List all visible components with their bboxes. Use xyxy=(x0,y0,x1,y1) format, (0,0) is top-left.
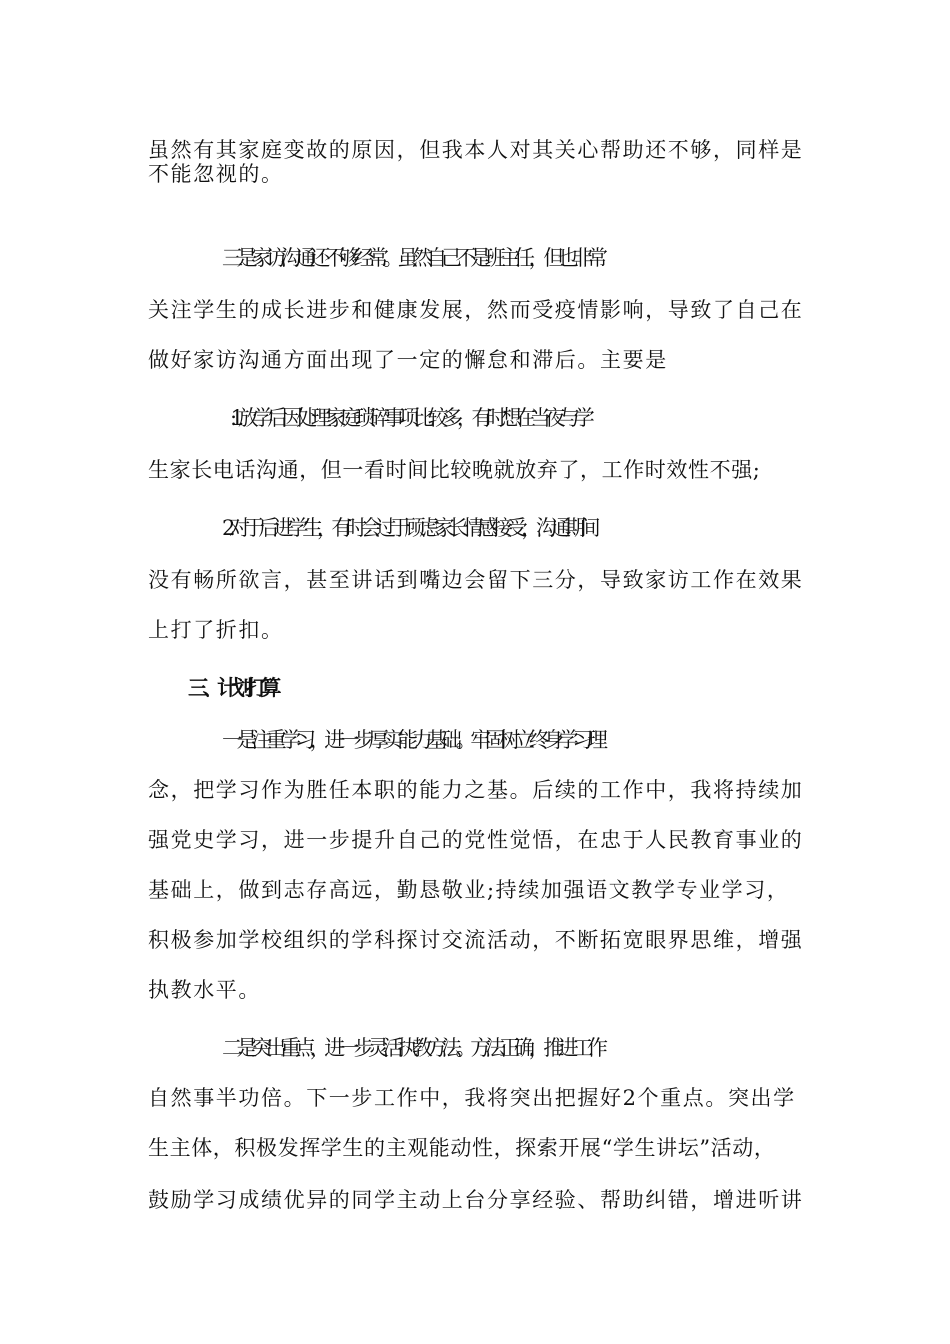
paragraph-line: 一是注重学习，进一步厚实能力基础。牢固树立终身学习理 xyxy=(222,728,602,752)
paragraph-line: 基础上，做到志存高远，勤恳敬业;持续加强语文教学专业学习， xyxy=(148,878,790,902)
paragraph-line: 念，把学习作为胜任本职的能力之基。后续的工作中，我将持续加 xyxy=(148,778,804,802)
paragraph-line: 虽然有其家庭变故的原因，但我本人对其关心帮助还不够，同样是 xyxy=(148,138,804,162)
paragraph-line: 不能忽视的。 xyxy=(148,162,284,186)
paragraph-line: 三是家访沟通还不够经常。虽然自己不是班主任，但也非常 xyxy=(222,246,602,270)
paragraph-line: 鼓励学习成绩优异的同学主动上台分享经验、帮助纠错，增进听讲 xyxy=(148,1188,804,1212)
paragraph-line: 没有畅所欲言，甚至讲话到嘴边会留下三分，导致家访工作在效果 xyxy=(148,568,804,592)
paragraph-line: 上打了折扣。 xyxy=(148,618,284,642)
paragraph-line: 2.对于后进学生，有时会过于顾虑家长情感接受，沟通期间 xyxy=(222,516,595,540)
section-heading: 三、计划打算 xyxy=(188,676,275,700)
paragraph-line: 积极参加学校组织的学科探讨交流活动，不断拓宽眼界思维，增强 xyxy=(148,928,804,952)
paragraph-line: 生家长电话沟通，但一看时间比较晚就放弃了，工作时效性不强; xyxy=(148,458,761,482)
paragraph-line: :1.放学后因处理家庭琐碎事项比较多，有时想在当夜与学 xyxy=(230,406,589,430)
paragraph-line: 关注学生的成长进步和健康发展，然而受疫情影响，导致了自己在 xyxy=(148,298,804,322)
paragraph-line: 二是突出重点，进一步灵活执教方法。方法正确，推进工作 xyxy=(222,1036,602,1060)
paragraph-line: 强党史学习，进一步提升自己的党性觉悟，在忠于人民教育事业的 xyxy=(148,828,804,852)
paragraph-line: 做好家访沟通方面出现了一定的懈怠和滞后。主要是 xyxy=(148,348,668,372)
paragraph-line: 自然事半功倍。下一步工作中，我将突出把握好2个重点。突出学 xyxy=(148,1086,796,1110)
paragraph-line: 执教水平。 xyxy=(148,978,261,1002)
paragraph-line: 生主体，积极发挥学生的主观能动性，探索开展“学生讲坛”活动， xyxy=(148,1136,776,1160)
